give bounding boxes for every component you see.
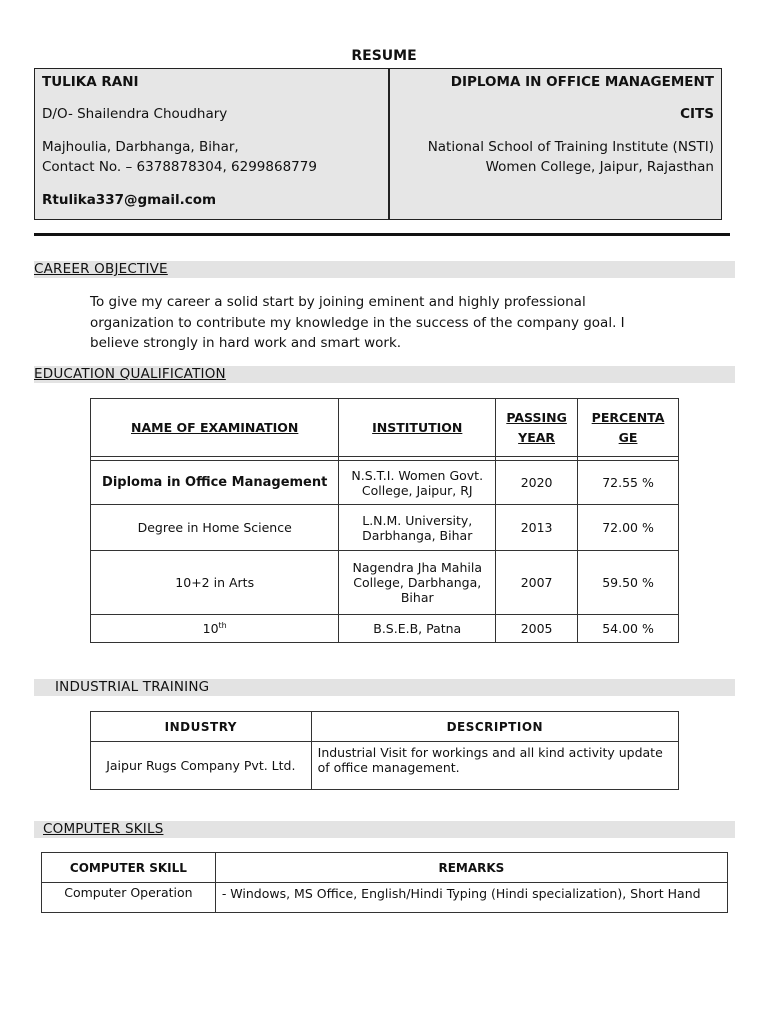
training-section-bar	[34, 679, 735, 696]
course-name: DIPLOMA IN OFFICE MANAGEMENT	[450, 74, 714, 90]
col-year: PASSING YEAR	[496, 399, 578, 457]
career-heading: CAREER OBJECTIVE	[34, 261, 168, 277]
education-section-bar	[34, 366, 735, 383]
career-section-bar	[34, 261, 735, 278]
contact-number: Contact No. – 6378878304, 6299868779	[42, 159, 317, 175]
table-row: Diploma in Office Management N.S.T.I. Women Govt. College, Jaipur, RJ 2020 72.55 %	[91, 461, 679, 505]
table-row: Jaipur Rugs Company Pvt. Ltd. Industrial Visit for workings and all kind activity update of office management.	[91, 742, 679, 790]
computer-header-row: COMPUTER SKILL REMARKS	[42, 853, 728, 883]
parent-name: D/O- Shailendra Choudhary	[42, 106, 228, 122]
resume-title: RESUME	[351, 48, 417, 64]
table-row: Computer Operation - Windows, MS Office, English/Hindi Typing (Hindi specialization), Short Hand	[42, 883, 728, 913]
computer-table	[41, 852, 728, 913]
email: Rtulika337@gmail.com	[42, 192, 217, 208]
address: Majhoulia, Darbhanga, Bihar,	[42, 139, 239, 155]
col-percentage: PERCENTA GE	[578, 399, 679, 457]
col-exam: NAME OF EXAMINATION	[91, 399, 339, 457]
computer-heading: COMPUTER SKILS	[43, 821, 164, 837]
course-short: CITS	[680, 106, 714, 122]
career-text: To give my career a solid start by joining eminent and highly professional organization to contribute my knowledge in the success of the company goal. I believe strongly in hard work and smart work.	[90, 294, 625, 351]
col-institution: INSTITUTION	[339, 399, 496, 457]
computer-section-bar	[34, 821, 735, 838]
divider-rule	[34, 233, 730, 236]
training-header-row: INDUSTRY DESCRIPTION	[91, 712, 679, 742]
table-row: Degree in Home Science L.N.M. University, Darbhanga, Bihar 2013 72.00 %	[91, 505, 679, 551]
table-row: 10+2 in Arts Nagendra Jha Mahila College, Darbhanga, Bihar 2007 59.50 %	[91, 551, 679, 615]
training-heading: INDUSTRIAL TRAINING	[55, 679, 210, 695]
education-heading: EDUCATION QUALIFICATION	[34, 366, 226, 382]
candidate-name: TULIKA RANI	[42, 74, 139, 90]
institute-line-2: Women College, Jaipur, Rajasthan	[485, 159, 714, 175]
table-row: 10th B.S.E.B, Patna 2005 54.00 %	[91, 615, 679, 643]
institute-line-1: National School of Training Institute (NSTI)	[427, 139, 714, 155]
training-table	[90, 711, 679, 790]
education-header-row	[91, 399, 679, 457]
header-divider	[388, 68, 390, 220]
education-table	[90, 398, 679, 643]
